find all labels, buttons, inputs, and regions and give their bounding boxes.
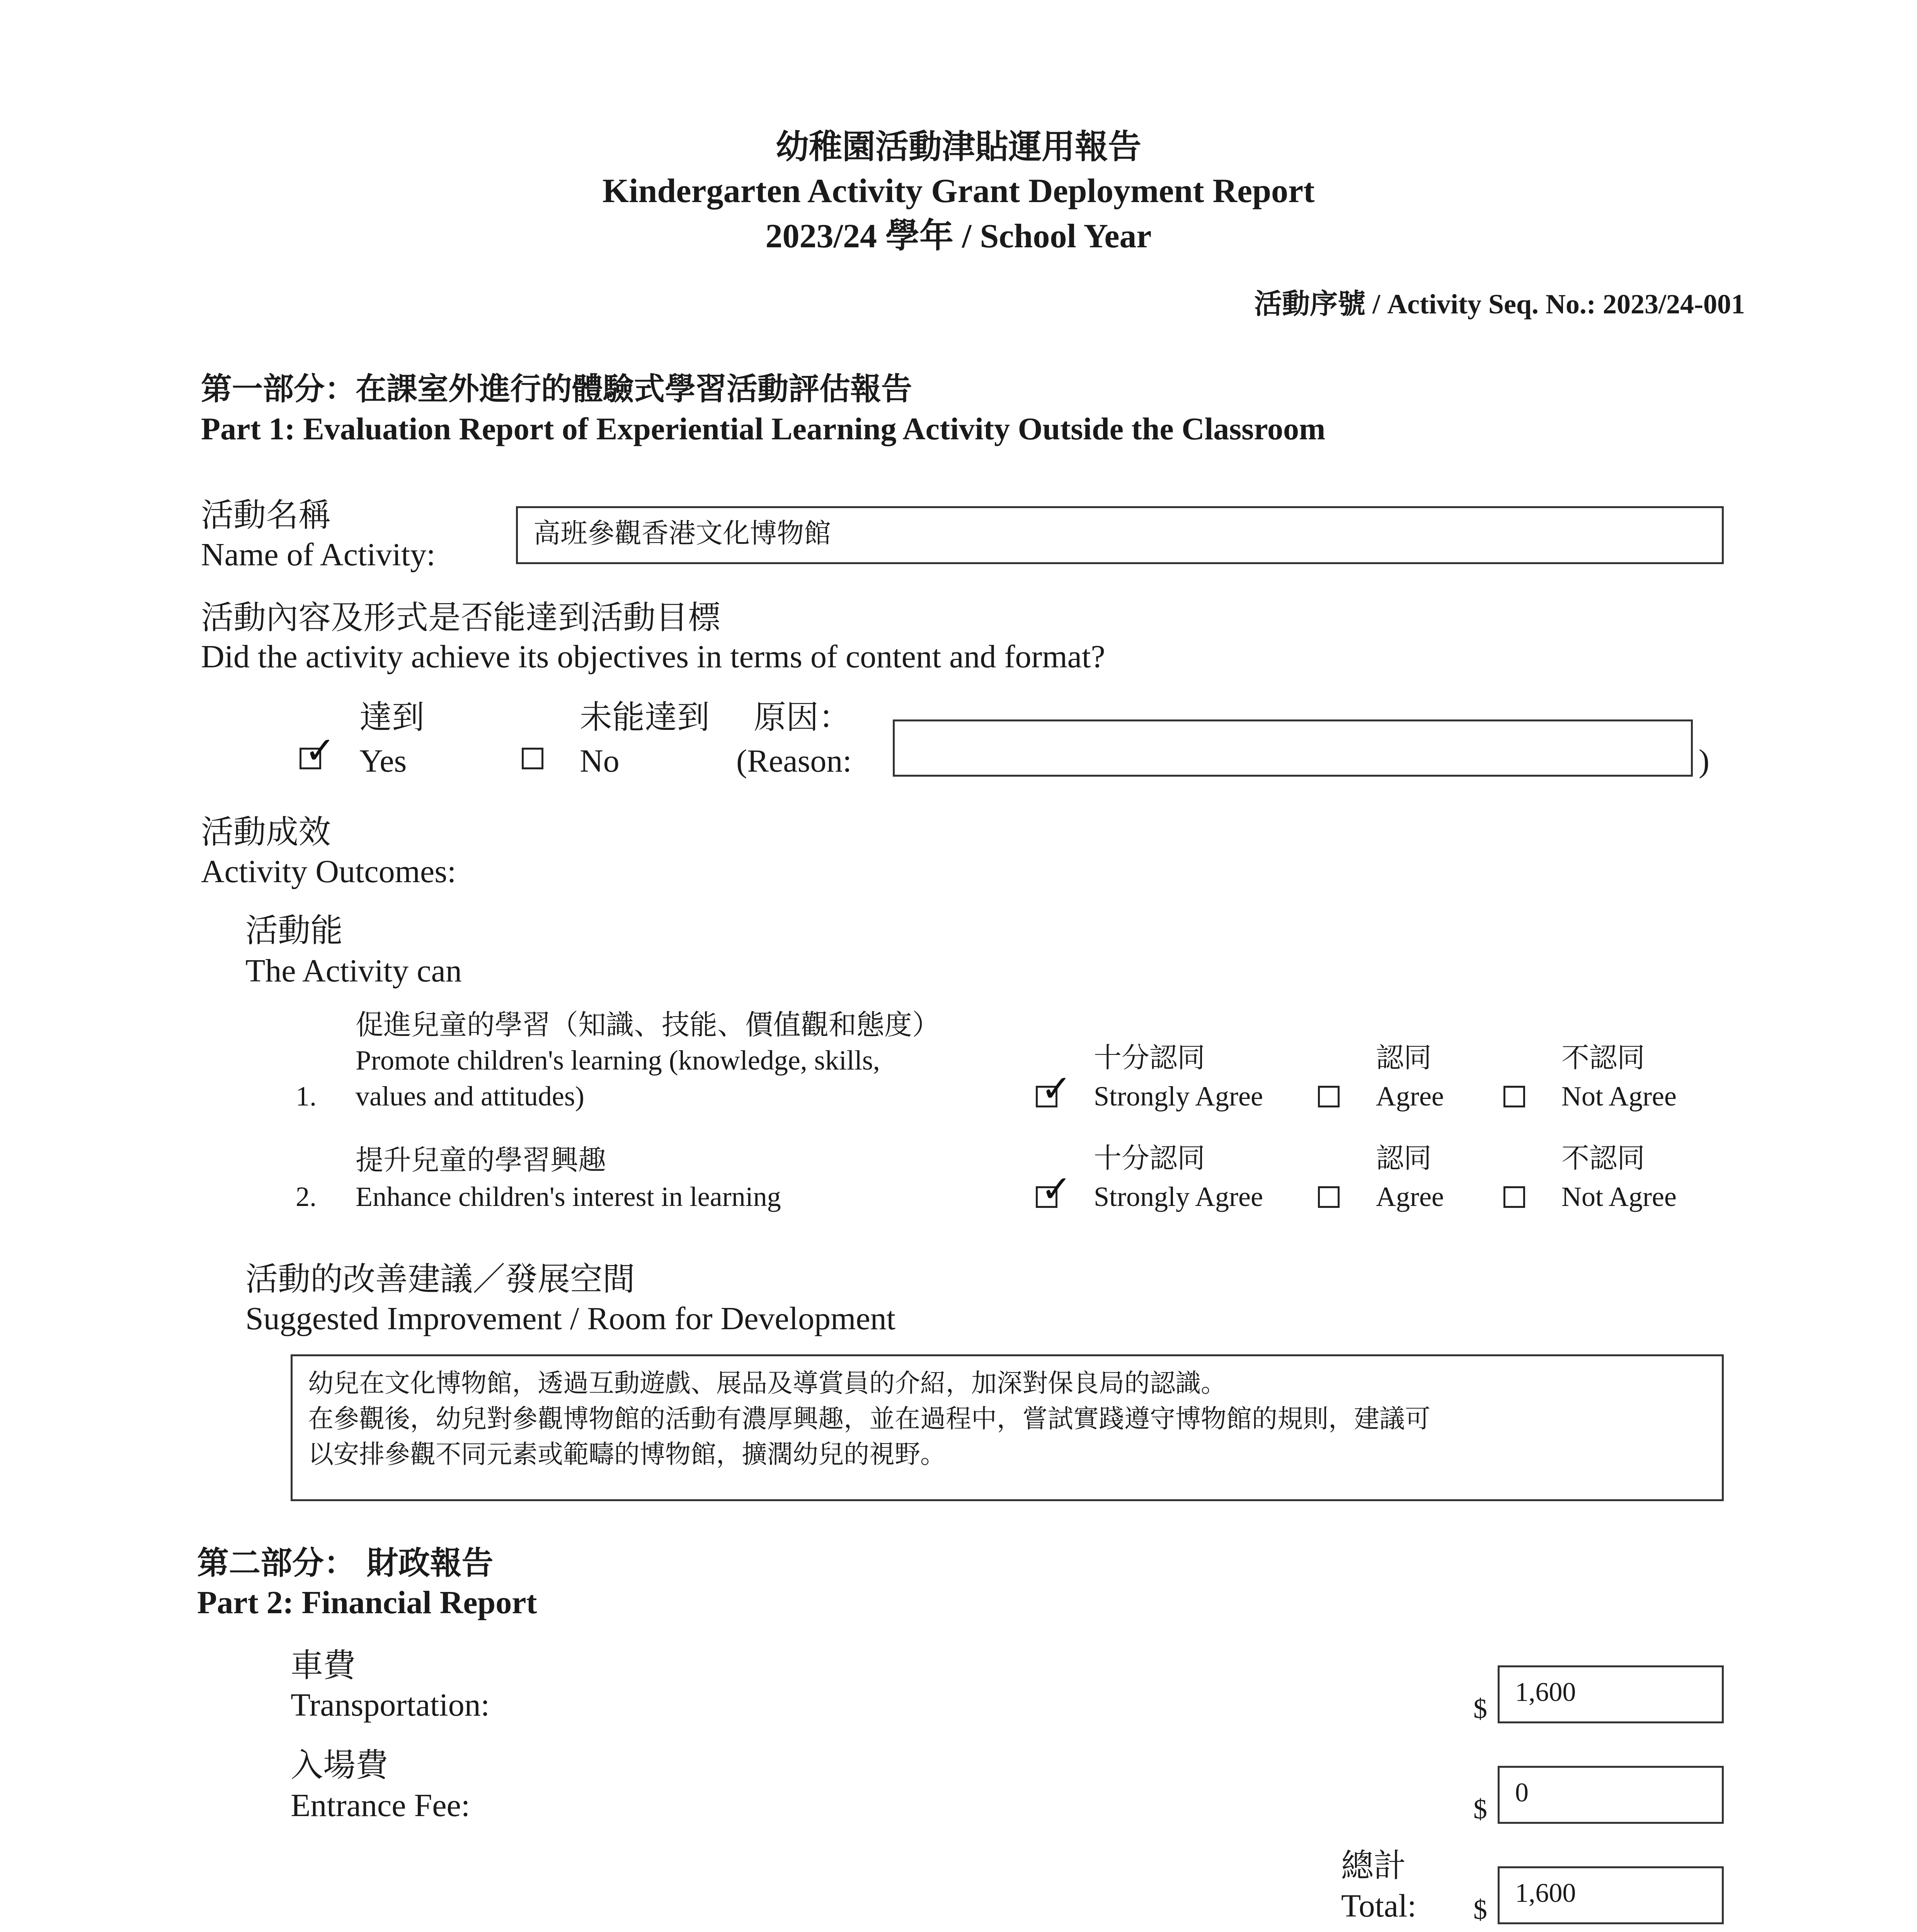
improvement-line-3: 以安排參觀不同元素或範疇的博物館，擴濶幼兒的視野。 xyxy=(308,1439,946,1469)
activity-name-label-zh: 活動名稱 xyxy=(201,496,331,534)
checkmark-icon: ✓ xyxy=(1041,1067,1072,1110)
improvement-label-en: Suggested Improvement / Room for Development xyxy=(245,1301,896,1337)
item2-agree-checkbox[interactable] xyxy=(1318,1186,1340,1208)
item2-strongly-agree-zh: 十分認同 xyxy=(1094,1142,1205,1174)
title-zh: 幼稚園活動津貼運用報告 xyxy=(776,128,1141,166)
activity-seq-no: 活動序號 / Activity Seq. No.: 2023/24-001 xyxy=(1254,289,1745,320)
outcome-item-1-num: 1. xyxy=(296,1081,317,1112)
objectives-question-en: Did the activity achieve its objectives in terms of content and format? xyxy=(201,639,1105,675)
total-currency: $ xyxy=(1473,1894,1487,1925)
yes-checkbox[interactable] xyxy=(300,729,336,772)
reason-close-paren: ) xyxy=(1699,743,1709,779)
outcome-item-1-en: Promote children's learning (knowledge, skills, xyxy=(356,1045,880,1076)
checkmark-icon: ✓ xyxy=(305,729,336,772)
item1-not-agree-zh: 不認同 xyxy=(1561,1041,1645,1074)
reason-label-zh: 原因： xyxy=(754,698,851,736)
title-en: Kindergarten Activity Grant Deployment Report xyxy=(602,172,1315,210)
item2-agree-en: Agree xyxy=(1376,1181,1444,1212)
total-label-zh: 總計 xyxy=(1341,1847,1406,1884)
item1-agree-en: Agree xyxy=(1376,1081,1444,1112)
checkmark-icon: ✓ xyxy=(1041,1167,1072,1211)
part1-heading-zh: 第一部分：在課室外進行的體驗式學習活動評估報告 xyxy=(201,371,912,407)
item1-not-agree-en: Not Agree xyxy=(1561,1081,1677,1112)
transport-label-zh: 車費 xyxy=(291,1646,356,1684)
activity-name-value: 高班參觀香港文化博物館 xyxy=(533,517,831,549)
item1-strongly-agree-zh: 十分認同 xyxy=(1094,1041,1205,1074)
outcome-item-1-en-cont: values and attitudes) xyxy=(356,1081,584,1112)
transport-currency: $ xyxy=(1473,1693,1487,1724)
item2-not-agree-en: Not Agree xyxy=(1561,1181,1677,1212)
total-label-en: Total: xyxy=(1341,1888,1416,1924)
no-checkbox[interactable] xyxy=(522,748,543,769)
outcome-item-2-zh: 提升兒童的學習興趣 xyxy=(356,1144,606,1176)
entrance-field[interactable] xyxy=(1498,1766,1724,1824)
activity-can-zh: 活動能 xyxy=(245,912,343,949)
transport-label-en: Transportation: xyxy=(291,1687,490,1723)
yes-label-en: Yes xyxy=(359,743,407,779)
improvement-field[interactable] xyxy=(291,1354,1724,1501)
activity-can-en: The Activity can xyxy=(245,953,462,989)
item2-not-agree-checkbox[interactable] xyxy=(1503,1186,1525,1208)
reason-field[interactable] xyxy=(893,719,1693,777)
entrance-currency: $ xyxy=(1473,1794,1487,1825)
outcome-item-2-num: 2. xyxy=(296,1181,317,1212)
transport-field[interactable] xyxy=(1498,1665,1724,1723)
item1-agree-zh: 認同 xyxy=(1376,1041,1432,1074)
item1-agree-checkbox[interactable] xyxy=(1318,1086,1340,1107)
part2-heading-zh: 第二部分： 財政報告 xyxy=(197,1545,494,1582)
objectives-question-zh: 活動內容及形式是否能達到活動目標 xyxy=(201,599,721,636)
transport-value: 1,600 xyxy=(1515,1677,1576,1707)
entrance-label-en: Entrance Fee: xyxy=(291,1787,470,1823)
improvement-line-2: 在參觀後，幼兒對參觀博物館的活動有濃厚興趣，並在過程中，嘗試實踐遵守博物館的規則，建議可 xyxy=(308,1404,1430,1434)
improvement-line-1: 幼兒在文化博物館，透過互動遊戲、展品及導賞員的介紹，加深對保良局的認識。 xyxy=(308,1368,1226,1398)
item2-strongly-agree-checkbox[interactable] xyxy=(1036,1167,1072,1211)
item2-strongly-agree-en: Strongly Agree xyxy=(1094,1181,1263,1212)
school-year: 2023/24 學年 / School Year xyxy=(765,218,1152,255)
no-label-zh: 未能達到 xyxy=(580,698,710,736)
part2-heading-en: Part 2: Financial Report xyxy=(197,1585,537,1621)
outcomes-label-zh: 活動成效 xyxy=(201,813,331,851)
item2-not-agree-zh: 不認同 xyxy=(1561,1142,1645,1174)
improvement-label-zh: 活動的改善建議／發展空間 xyxy=(245,1260,635,1298)
outcome-item-2-en: Enhance children's interest in learning xyxy=(356,1181,781,1212)
entrance-value: 0 xyxy=(1515,1778,1529,1808)
item1-not-agree-checkbox[interactable] xyxy=(1503,1086,1525,1107)
item1-strongly-agree-en: Strongly Agree xyxy=(1094,1081,1263,1112)
total-value: 1,600 xyxy=(1515,1878,1576,1908)
outcome-item-1-zh: 促進兒童的學習（知識、技能、價值觀和態度） xyxy=(356,1009,940,1041)
reason-label-en: (Reason: xyxy=(736,743,852,779)
entrance-label-zh: 入場費 xyxy=(291,1746,388,1784)
activity-name-field[interactable] xyxy=(516,506,1724,564)
part1-heading-en: Part 1: Evaluation Report of Experiential Learning Activity Outside the Classroom xyxy=(201,411,1326,446)
item1-strongly-agree-checkbox[interactable] xyxy=(1036,1067,1072,1110)
item2-agree-zh: 認同 xyxy=(1376,1142,1432,1174)
total-field[interactable] xyxy=(1498,1866,1724,1924)
yes-label-zh: 達到 xyxy=(359,698,425,736)
outcomes-label-en: Activity Outcomes: xyxy=(201,854,456,889)
activity-name-label-en: Name of Activity: xyxy=(201,537,436,573)
no-label-en: No xyxy=(580,743,620,779)
